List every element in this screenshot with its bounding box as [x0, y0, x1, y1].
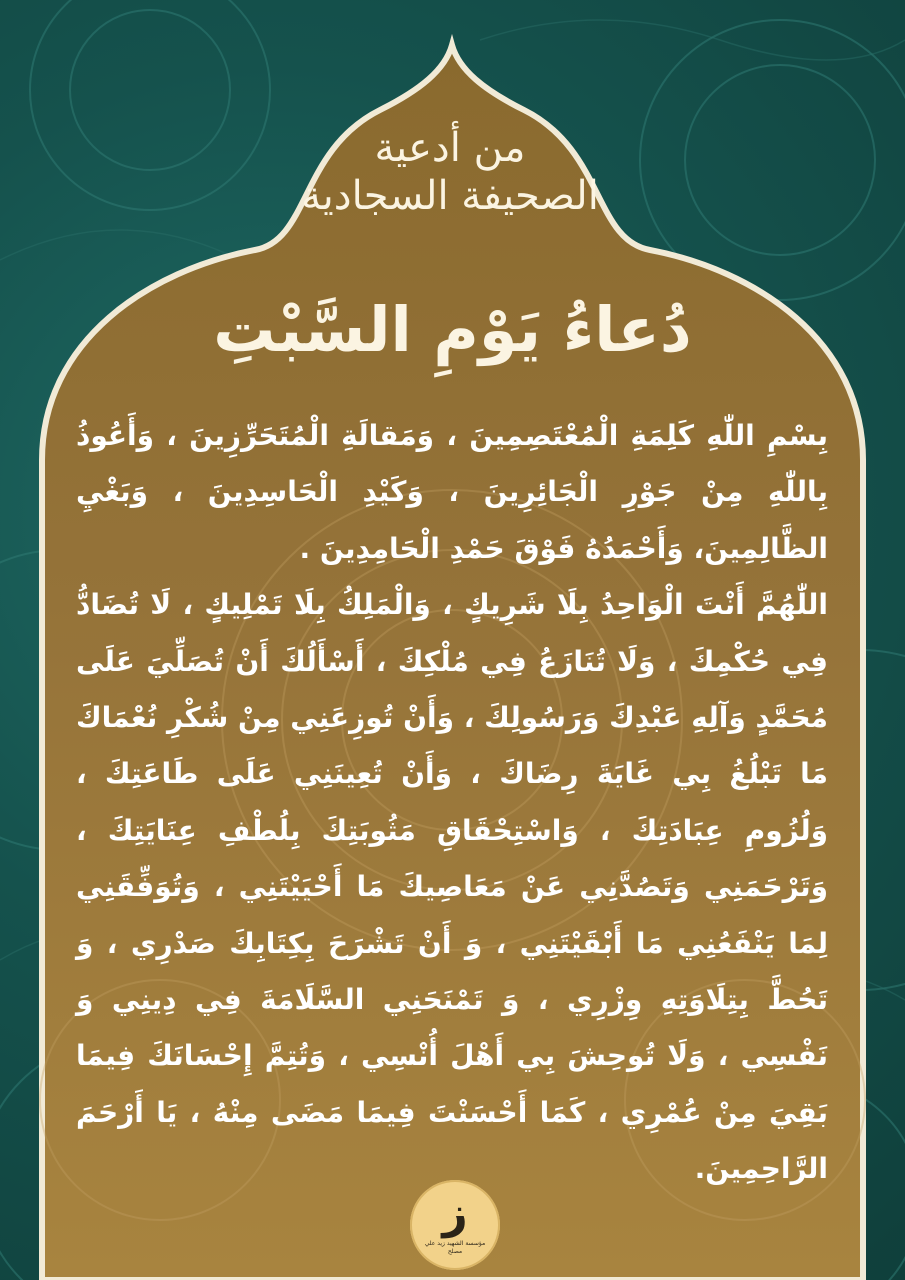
logo-mark: ز	[442, 1188, 468, 1239]
logo-label: مؤسسة الشهيد زيد علي مصلح	[424, 1240, 486, 1255]
header-sahifa: الصحيفة السجادية	[301, 173, 599, 219]
page-title: دُعاءُ يَوْمِ السَّبْتِ	[213, 293, 692, 366]
prayer-paragraph: اللّٰهُمَّ أَنْتَ الْوَاحِدُ بِلَا شَرِيكٍ ، وَالْمَلِكُ بِلَا تَمْلِيكٍ ، لَا تُضَادُّ فِي حُكْمِكَ ، وَلَا تُنَازَعُ فِي مُلْكِكَ ، أَسْأَلُكَ أَنْ تُصَلِّيَ عَلَى مُحَمَّدٍ وَآلِهِ عَبْدِكَ وَرَسُولِكَ ، وَأَنْ تُوزِعَنِي مِنْ شُكْرِ نُعْمَاكَ مَا تَبْلُغُ بِي غَايَةَ رِضَاكَ ، وَأَنْ تُعِينَنِي عَلَى طَاعَتِكَ ، وَلُزُومِ عِبَادَتِكَ ، وَاسْتِحْقَاقِ مَثُوبَتِكَ بِلُطْفِ عِنَايَتِكَ ، وَتَرْحَمَنِي وَتَصُدَّنِي عَنْ مَعَاصِيكَ مَا أَحْيَيْتَنِي ، وَتُوَفِّقَنِي لِمَا يَنْفَعُنِي مَا أَبْقَيْتَنِي ، وَ أَنْ تَشْرَحَ بِكِتَابِكَ صَدْرِي ، وَ تَحُطَّ بِتِلَاوَتِهِ وِزْرِي ، وَ تَمْنَحَنِي السَّلَامَةَ فِي دِينِي وَ نَفْسِي ، وَلَا تُوحِشَ بِي أَهْلَ أُنْسِي ، وَتُتِمَّ إِحْسَانَكَ فِيمَا بَقِيَ مِنْ عُمْرِي ، كَمَا أَحْسَنْتَ فِيمَا مَضَى مِنْهُ ، يَا أَرْحَمَ الرَّاحِمِينَ.	[76, 588, 828, 1186]
prayer-paragraph: بِسْمِ اللّٰهِ كَلِمَةِ الْمُعْتَصِمِينَ ، وَمَقالَةِ الْمُتَحَرِّزِينَ ، وَأَعُوذُ بِاللّٰهِ مِنْ جَوْرِ الْجَائِرِينَ ، وَكَيْدِ الْحَاسِدِينَ ، وَبَغْيِ الظَّالِمِينَ، وَأَحْمَدُهُ فَوْقَ حَمْدِ الْحَامِدِينَ .	[76, 419, 828, 565]
organization-logo	[410, 1180, 500, 1270]
header-min: من أدعية	[374, 125, 526, 171]
source-header	[300, 125, 600, 221]
prayer-text	[76, 408, 828, 1198]
